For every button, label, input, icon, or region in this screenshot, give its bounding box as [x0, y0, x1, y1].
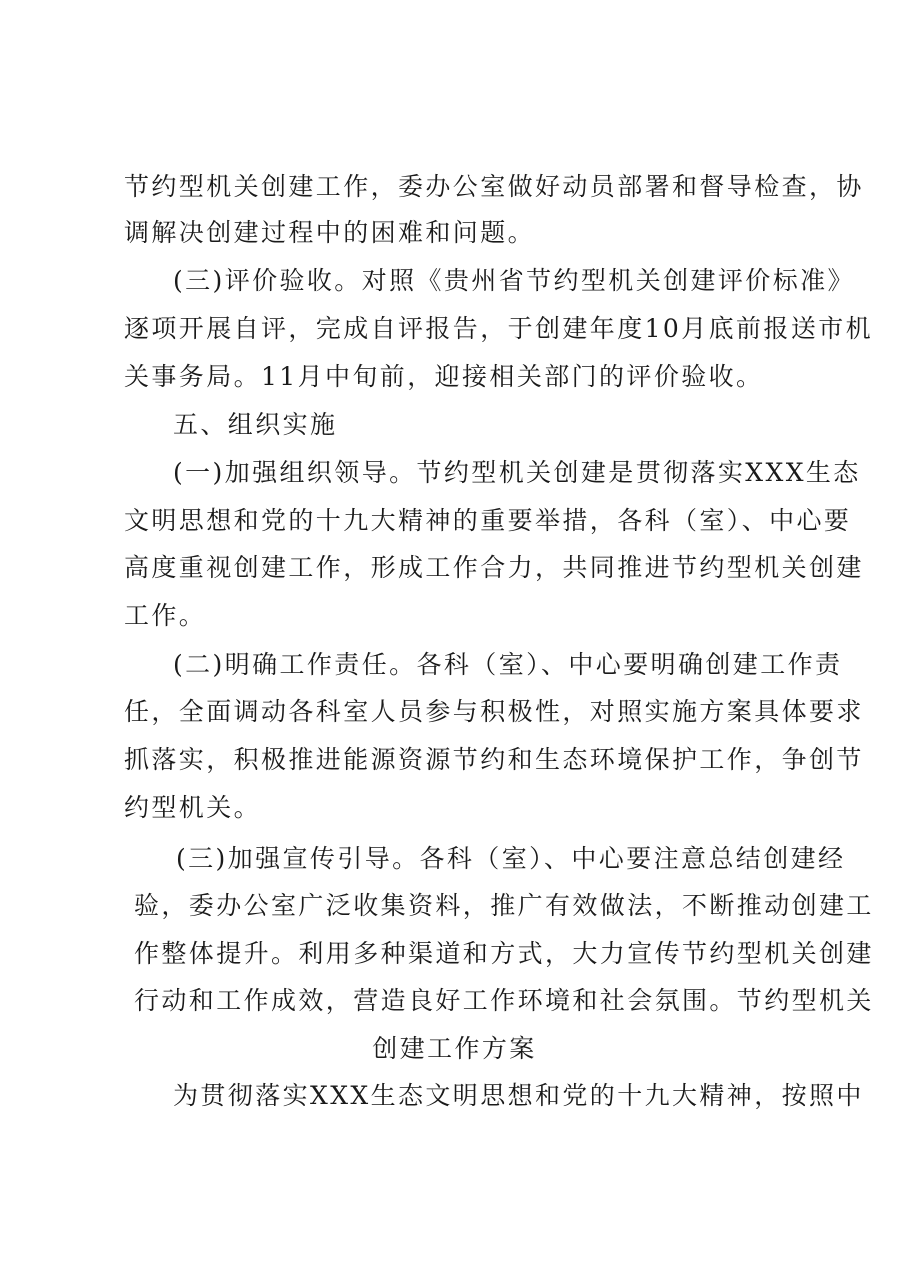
section-heading-responsibility: (二)明确工作责任。各科（室）、中心要明确创建工作责 [173, 650, 843, 679]
section-heading-leadership: (一)加强组织领导。节约型机关创建是贯彻落实XXX生态 [173, 458, 861, 487]
section-heading-evaluation: (三)评价验收。对照《贵州省节约型机关创建评价标准》 [173, 266, 855, 295]
paragraph-line: 调解决创建过程中的困难和问题。 [124, 218, 536, 247]
paragraph-line: 任，全面调动各科室人员参与积极性，对照实施方案具体要求 [124, 697, 864, 726]
paragraph-line: 高度重视创建工作，形成工作合力，共同推进节约型机关创建 [124, 553, 864, 582]
document-title: 创建工作方案 [372, 1034, 537, 1063]
paragraph-line: 工作。 [124, 601, 207, 630]
paragraph-line: 作整体提升。利用多种渠道和方式，大力宣传节约型机关创建 [134, 939, 874, 968]
paragraph-line: 行动和工作成效，营造良好工作环境和社会氛围。节约型机关 [134, 986, 874, 1015]
paragraph-line: 逐项开展自评，完成自评报告，于创建年度10月底前报送市机 [124, 314, 874, 343]
section-heading-publicity: (三)加强宣传引导。各科（室）、中心要注意总结创建经 [176, 844, 846, 873]
paragraph-line: 为贯彻落实XXX生态文明思想和党的十九大精神，按照中 [173, 1081, 864, 1110]
paragraph-line: 抓落实，积极推进能源资源节约和生态环境保护工作，争创节 [124, 745, 864, 774]
paragraph-line: 关事务局。11月中旬前，迎接相关部门的评价验收。 [124, 362, 764, 391]
paragraph-line: 文明思想和党的十九大精神的重要举措，各科（室）、中心要 [124, 506, 852, 535]
paragraph-line: 验，委办公室广泛收集资料，推广有效做法，不断推动创建工 [134, 891, 874, 920]
paragraph-line: 节约型机关创建工作，委办公室做好动员部署和督导检查，协 [124, 172, 864, 201]
section-heading-organization: 五、组织实施 [173, 410, 338, 439]
paragraph-line: 约型机关。 [124, 793, 262, 822]
